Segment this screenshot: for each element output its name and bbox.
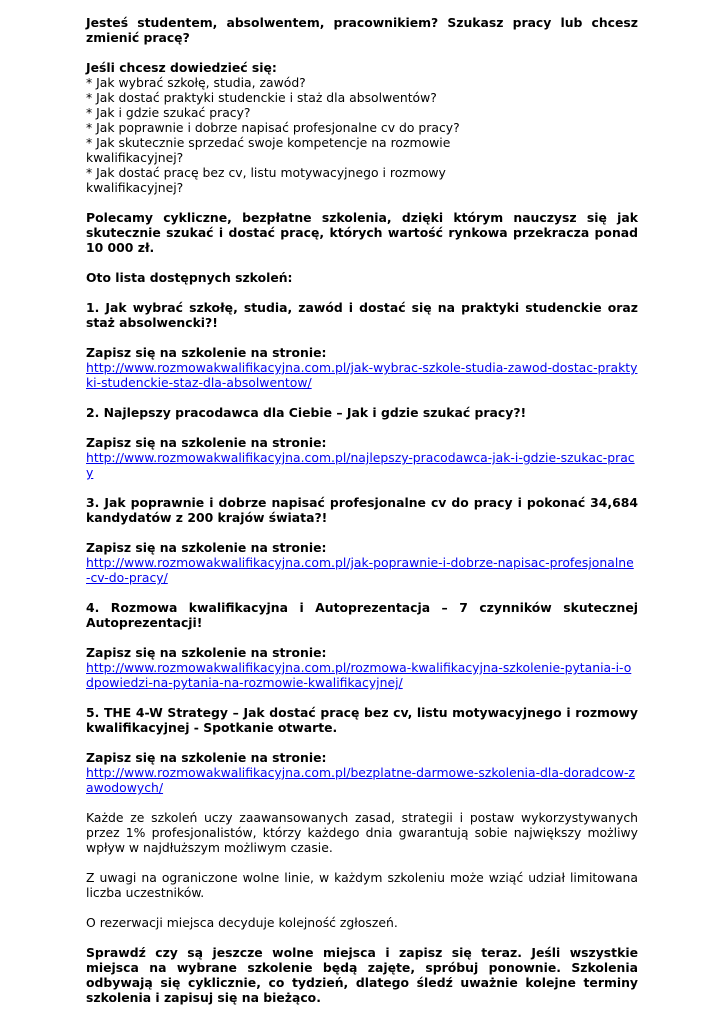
recommend-paragraph: Polecamy cykliczne, bezpłatne szkolenia, dzięki którym nauczysz się jak skutecznie szukać i dostać pracę, których wartość rynkowa przekracza ponad 10 000 zł.: [86, 210, 638, 255]
training-title: 1. Jak wybrać szkołę, studia, zawód i dostać się na praktyki studenckie oraz staż absolwencki?!: [86, 300, 638, 330]
list-heading: Oto lista dostępnych szkoleń:: [86, 270, 293, 285]
learn-item: * Jak dostać praktyki studenckie i staż dla absolwentów?: [86, 90, 437, 105]
training-title: 2. Najlepszy pracodawca dla Ciebie – Jak i gdzie szukać pracy?!: [86, 405, 527, 420]
intro-question: Jesteś studentem, absolwentem, pracownikiem? Szukasz pracy lub chcesz zmienić pracę?: [86, 15, 638, 45]
learn-item: * Jak dostać pracę bez cv, listu motywacyjnego i rozmowy kwalifikacyjnej?: [86, 165, 446, 195]
training-title: 3. Jak poprawnie i dobrze napisać profesjonalne cv do pracy i pokonać 34,684 kandydatów z 200 krajów świata?!: [86, 495, 638, 525]
signup-label: Zapisz się na szkolenie na stronie:: [86, 435, 327, 450]
training-link[interactable]: http://www.rozmowakwalifikacyjna.com.pl/bezplatne-darmowe-szkolenia-dla-doradcow-zawodowych/: [86, 765, 635, 795]
limited-paragraph: Z uwagi na ograniczone wolne linie, w każdym szkoleniu może wziąć udział limitowana liczba uczestników.: [86, 870, 638, 900]
document-page: [86, 15, 638, 1005]
learn-list: [86, 75, 638, 195]
training-link[interactable]: http://www.rozmowakwalifikacyjna.com.pl/jak-poprawnie-i-dobrze-napisac-profesjonalne-cv-do-pracy/: [86, 555, 634, 585]
learn-item: * Jak skutecznie sprzedać swoje kompetencje na rozmowie kwalifikacyjnej?: [86, 135, 451, 165]
principles-paragraph: Każde ze szkoleń uczy zaawansowanych zasad, strategii i postaw wykorzystywanych przez 1% profesjonalistów, którzy każdego dnia gwarantują sobie największy możliwy wpływ w najdłuższym możliwym czasie.: [86, 810, 638, 855]
signup-label: Zapisz się na szkolenie na stronie:: [86, 750, 327, 765]
call-to-action: Sprawdź czy są jeszcze wolne miejsca i zapisz się teraz. Jeśli wszystkie miejsca na wybrane szkolenie będą zajęte, spróbuj ponownie. Szkolenia odbywają się cyklicznie, co tydzień, dlatego śledź uważnie kolejne terminy szkolenia i zapisuj się na bieżąco.: [86, 945, 638, 1005]
learn-item: * Jak i gdzie szukać pracy?: [86, 105, 251, 120]
training-link[interactable]: http://www.rozmowakwalifikacyjna.com.pl/jak-wybrac-szkole-studia-zawod-dostac-praktyki-studenckie-staz-dla-absolwentow/: [86, 360, 638, 390]
training-title: 4. Rozmowa kwalifikacyjna i Autoprezentacja – 7 czynników skutecznej Autoprezentacji!: [86, 600, 638, 630]
learn-heading: Jeśli chcesz dowiedzieć się:: [86, 60, 277, 75]
signup-label: Zapisz się na szkolenie na stronie:: [86, 345, 327, 360]
training-link[interactable]: http://www.rozmowakwalifikacyjna.com.pl/rozmowa-kwalifikacyjna-szkolenie-pytania-i-odpowiedzi-na-pytania-na-rozmowie-kwalifikacyjnej/: [86, 660, 632, 690]
signup-label: Zapisz się na szkolenie na stronie:: [86, 540, 327, 555]
training-title: 5. THE 4-W Strategy – Jak dostać pracę bez cv, listu motywacyjnego i rozmowy kwalifikacyjnej - Spotkanie otwarte.: [86, 705, 638, 735]
learn-item: * Jak wybrać szkołę, studia, zawód?: [86, 75, 306, 90]
learn-item: * Jak poprawnie i dobrze napisać profesjonalne cv do pracy?: [86, 120, 460, 135]
order-paragraph: O rezerwacji miejsca decyduje kolejność zgłoszeń.: [86, 915, 398, 930]
signup-label: Zapisz się na szkolenie na stronie:: [86, 645, 327, 660]
training-link[interactable]: http://www.rozmowakwalifikacyjna.com.pl/najlepszy-pracodawca-jak-i-gdzie-szukac-pracy: [86, 450, 635, 480]
